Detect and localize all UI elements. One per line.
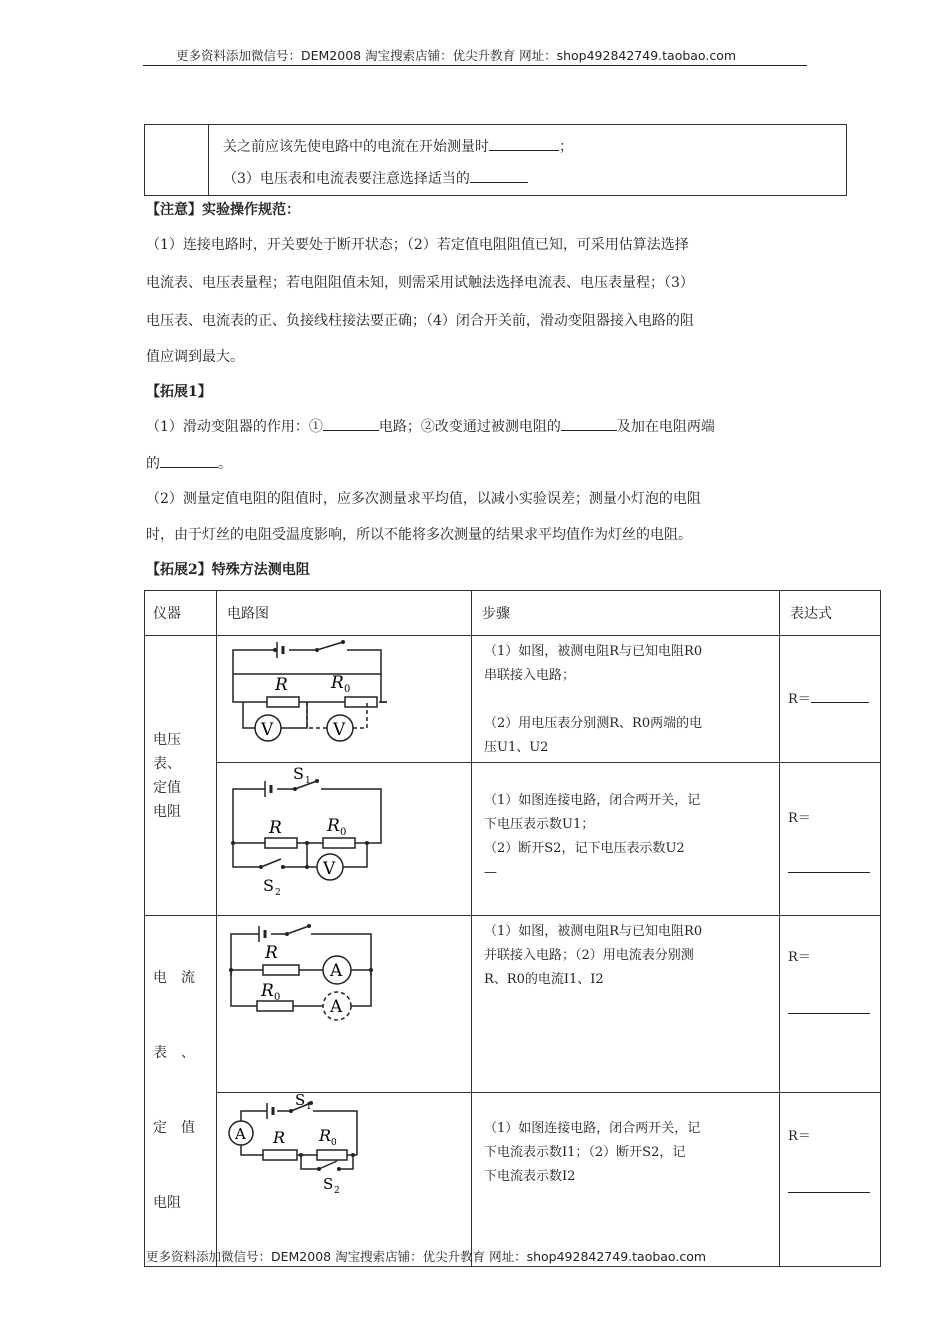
c3-R0-label: R [261,981,274,1001]
c3-R0-sub: 0 [274,992,281,1003]
expr-2-label: R＝ [788,811,811,826]
c1-voltmeter-2: V [333,720,346,740]
circuit-parallel-ammeter [217,916,461,1040]
c2-voltmeter: V [323,859,336,879]
g1-l3: 电阻 [153,803,181,820]
g1-l1: 表、 [153,755,181,772]
g2-l1: 表 、 [153,1045,195,1061]
c2-S1-sub: 1 [305,776,311,786]
ext1-p3: （2）测量定值电阻的阻值时，应多次测量求平均值，以减小实验误差；测量小灯泡的电阻 [146,491,701,507]
expr-1 [780,636,881,763]
c2-S2-label: S [263,876,274,895]
g2-l0: 电 流 [153,970,195,986]
expr-2-blank[interactable] [788,871,870,873]
circuit-3-cell [217,916,472,1093]
expr-2 [780,763,881,916]
th-steps: 步骤 [472,591,780,636]
steps-1 [472,636,780,763]
s1-l4: 压U1、U2 [484,740,549,755]
s1-gap [484,688,773,712]
c1-R0-sub: 0 [344,684,351,695]
th-circuit: 电路图 [217,591,472,636]
notes-p1: （1）连接电路时，开关要处于断开状态；（2）若定值电阻阻值已知，可采用估算法选择 [146,237,689,253]
ext1-blank-1[interactable] [323,429,379,431]
expr-4-line [788,1182,880,1197]
c2-R-label: R [269,818,282,838]
top-table [144,124,847,196]
th-instrument: 仪器 [145,591,217,636]
c4-S2-sub: 2 [334,1185,340,1196]
expr-3-blank[interactable] [788,1012,870,1014]
ext1-p1b: 电路；②改变通过被测电阻的 [378,419,561,435]
top-line2: （3）电压表和电流表要注意选择适当的 [223,171,470,187]
ext1-blank-2[interactable] [561,429,617,431]
top-table-empty-cell [145,125,209,196]
expr-3-label: R＝ [788,950,811,965]
s2-l2: （2）断开S2，记下电压表示数U2 [484,841,685,856]
c3-ammeter-2: A [330,997,343,1017]
c2-R0-label: R [327,816,340,836]
expr-1-blank[interactable] [811,701,869,703]
steps-4 [472,1092,780,1266]
ext1-p4: 时，由于灯丝的电阻受温度影响，所以不能将多次测量的结果求平均值作为灯丝的电阻。 [146,527,692,543]
s2-l3: — [484,865,497,880]
s1-l1: 串联接入电路； [484,668,576,683]
circuit-1-cell [217,636,472,763]
s4-l2: 下电流表示数I2 [484,1168,576,1184]
s1-l0: （1）如图，被测电阻R与已知电阻R0 [484,644,703,659]
group-voltmeter-label [145,636,217,916]
ext1-p2 [146,457,232,471]
circuit-2-cell [217,763,472,916]
s4-l1: 下电流表示数I1；（2）断开S2，记 [484,1144,686,1160]
expr-4-blank[interactable] [788,1191,870,1193]
top-table-content-cell [209,125,847,196]
header-rule [143,65,807,66]
circuit-series-voltmeter [217,636,461,758]
expr-4-label: R＝ [788,1128,811,1144]
c4-S1-sub: 1 [306,1101,312,1112]
ext1-title: 【拓展1】 [146,384,212,400]
c2-S2-sub: 2 [275,888,281,898]
ext2-title: 【拓展2】特殊方法测电阻 [146,562,310,578]
notes-p3: 电压表、电流表的正、负接线柱接法要正确；（4）闭合开关前，滑动变阻器接入电路的阻 [146,313,694,329]
expr-2-line [788,862,880,877]
page-header: 更多资料添加微信号：DEM2008 淘宝搜索店铺：优尖升教育 网址：shop492842749.taobao.com [176,48,737,63]
c2-R0-sub: 0 [340,827,347,838]
c2-S1-label: S [293,764,304,783]
methods-table [144,590,881,1267]
c3-ammeter-1: A [330,961,343,981]
g2-l2: 定 值 [153,1120,195,1136]
notes-p4: 值应调到最大。 [146,349,244,365]
c1-R0-label: R [331,673,344,693]
g1-l2: 定值 [153,779,181,796]
ext1-p2a: 的 [146,456,160,472]
s2-l1: 下电压表示数U1； [484,817,595,832]
expr-1-label: R＝ [788,692,811,707]
page-footer: 更多资料添加微信号：DEM2008 淘宝搜索店铺：优尖升教育 网址：shop492842749.taobao.com [146,1249,707,1264]
top-line1-blank[interactable] [489,149,559,151]
circuit-ammeter-switches [217,1093,461,1215]
top-line1: 关之前应该先使电路中的电流在开始测量时 [223,139,489,155]
g1-l0: 电压 [153,731,181,748]
ext1-p1c: 及加在电阻两端 [616,419,715,435]
ext1-p1a: （1）滑动变阻器的作用：① [146,419,323,435]
c1-voltmeter-1: V [261,720,274,740]
group-ammeter-label [145,916,217,1267]
s3-l2: R、R0的电流I1、I2 [484,972,604,987]
g2-l3: 电阻 [153,1195,181,1211]
s3-l1: 并联接入电路；（2）用电流表分别测 [484,948,694,963]
ext1-p1 [146,420,715,434]
c4-S1-label: S [295,1092,306,1109]
s2-l0: （1）如图连接电路，闭合两开关，记 [484,793,701,808]
s1-l3: （2）用电压表分别测R、R0两端的电 [484,716,703,731]
th-expression: 表达式 [780,591,881,636]
ext1-p2b: 。 [218,456,232,472]
steps-3 [472,916,780,1093]
c4-R-label: R [273,1127,286,1147]
notes-p2: 电流表、电压表量程；若电阻阻值未知，则需采用试触法选择电流表、电压表量程；（3） [146,275,694,291]
c4-ammeter: A [235,1124,246,1143]
top-line1-end: ； [559,139,573,155]
expr-3 [780,916,881,1093]
circuit-4-cell [217,1092,472,1266]
notes-title: 【注意】实验操作规范： [146,202,300,218]
steps-2 [472,763,780,916]
top-line2-blank[interactable] [470,181,528,183]
expr-3-line [788,1003,880,1018]
circuit-voltmeter-switches [217,763,461,911]
c4-R0-label: R [319,1125,332,1145]
c4-R0-sub: 0 [331,1137,337,1148]
s4-l0: （1）如图连接电路，闭合两开关，记 [484,1120,701,1136]
c1-R-label: R [275,675,288,695]
c4-S2-label: S [323,1174,334,1193]
expr-4 [780,1092,881,1266]
s3-l0: （1）如图，被测电阻R与已知电阻R0 [484,924,703,939]
c3-R-label: R [265,943,278,963]
ext1-blank-3[interactable] [160,466,218,468]
